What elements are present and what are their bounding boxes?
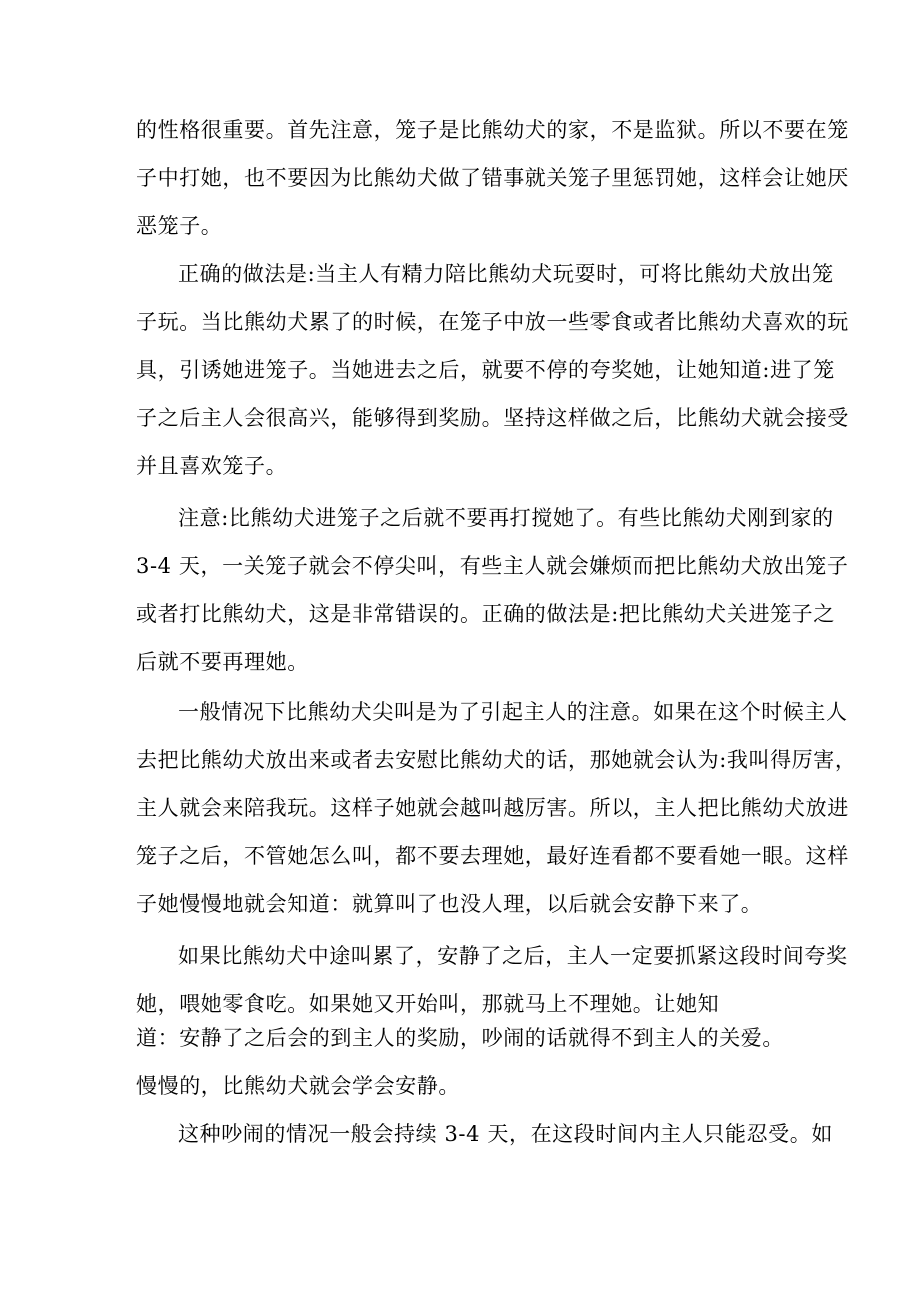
text-line: 子之后主人会很高兴，能够得到奖励。坚持这样做之后，比熊幼犬就会接受 [136,406,849,430]
paragraph-first-line: 一般情况下比熊幼犬尖叫是为了引起主人的注意。如果在这个时候主人 [178,700,848,724]
text-line: 恶笼子。 [136,214,223,238]
text-line: 或者打比熊幼犬，这是非常错误的。正确的做法是:把比熊幼犬关进笼子之 [136,602,835,626]
text-line: 主人就会来陪我玩。这样子她就会越叫越厉害。所以，主人把比熊幼犬放进 [136,796,849,820]
paragraph-first-line: 如果比熊幼犬中途叫累了，安静了之后，主人一定要抓紧这段时间夸奖 [178,944,848,968]
text-line: 子中打她，也不要因为比熊幼犬做了错事就关笼子里惩罚她，这样会让她厌 [136,166,849,190]
text-line: 并且喜欢笼子。 [136,454,288,478]
text-line: 具，引诱她进笼子。当她进去之后，就要不停的夸奖她，让她知道:进了笼 [136,358,835,382]
paragraph-first-line: 注意:比熊幼犬进笼子之后就不要再打搅她了。有些比熊幼犬刚到家的 [178,506,834,530]
text-line: 3-4 天，一关笼子就会不停尖叫，有些主人就会嫌烦而把比熊幼犬放出笼子 [136,554,849,578]
paragraph-first-line: 正确的做法是:当主人有精力陪比熊幼犬玩耍时，可将比熊幼犬放出笼 [178,262,834,286]
text-line: 的性格很重要。首先注意，笼子是比熊幼犬的家，不是监狱。所以不要在笼 [136,118,849,142]
text-line: 子她慢慢地就会知道：就算叫了也没人理，以后就会安静下来了。 [136,892,763,916]
text-line: 她，喂她零食吃。如果她又开始叫，那就马上不理她。让她知 [136,992,720,1016]
text-line: 后就不要再理她。 [136,650,309,674]
text-line: 笼子之后，不管她怎么叫，都不要去理她，最好连看都不要看她一眼。这样 [136,844,849,868]
text-line: 子玩。当比熊幼犬累了的时候，在笼子中放一些零食或者比熊幼犬喜欢的玩 [136,310,849,334]
text-line: 道：安静了之后会的到主人的奖励，吵闹的话就得不到主人的关爱。 [136,1026,784,1050]
text-line: 去把比熊幼犬放出来或者去安慰比熊幼犬的话，那她就会认为:我叫得厉害， [136,748,857,772]
text-line: 慢慢的，比熊幼犬就会学会安静。 [136,1074,460,1098]
paragraph-first-line: 这种吵闹的情况一般会持续 3-4 天，在这段时间内主人只能忍受。如 [178,1122,833,1146]
